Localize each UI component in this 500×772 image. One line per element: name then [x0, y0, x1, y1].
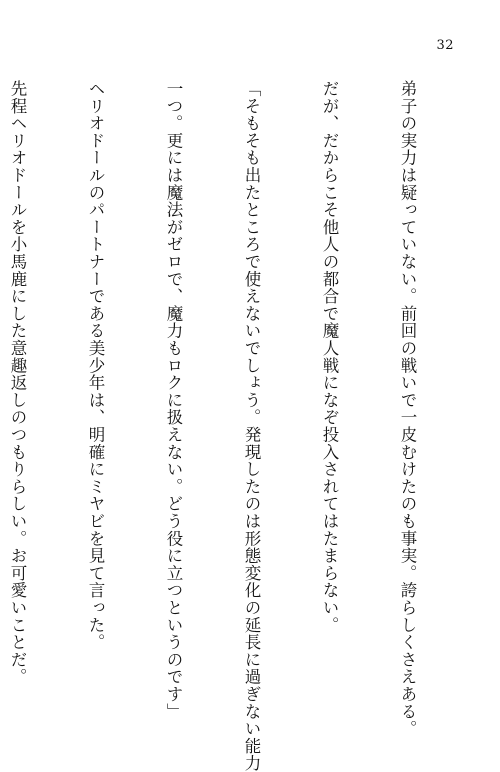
text-line: 弟子の実力は疑っていない。前回の戦いで一皮むけたのも事実。誇らしくさえある。 — [398, 80, 417, 738]
page-number: 32 — [436, 38, 454, 53]
vertical-text-block — [0, 80, 472, 772]
text-line: 先程ヘリオドールを小馬鹿にした意趣返しのつもりらしい。お可愛いことだ。 — [8, 80, 27, 686]
text-line: ヘリオドールのパートナーである美少年は、明確にミヤビを見て言った。 — [86, 80, 105, 651]
text-line: だが、だからこそ他人の都合で魔人戦になぞ投入されてはたまらない。 — [320, 80, 339, 634]
text-line: 一つ。更には魔法がゼロで、魔力もロクに扱えない。どう役に立つというのです」 — [164, 80, 183, 721]
text-line: 「そもそも出たところで使えないでしょう。発現したのは形態変化の延長に過ぎない能力 — [242, 80, 261, 772]
